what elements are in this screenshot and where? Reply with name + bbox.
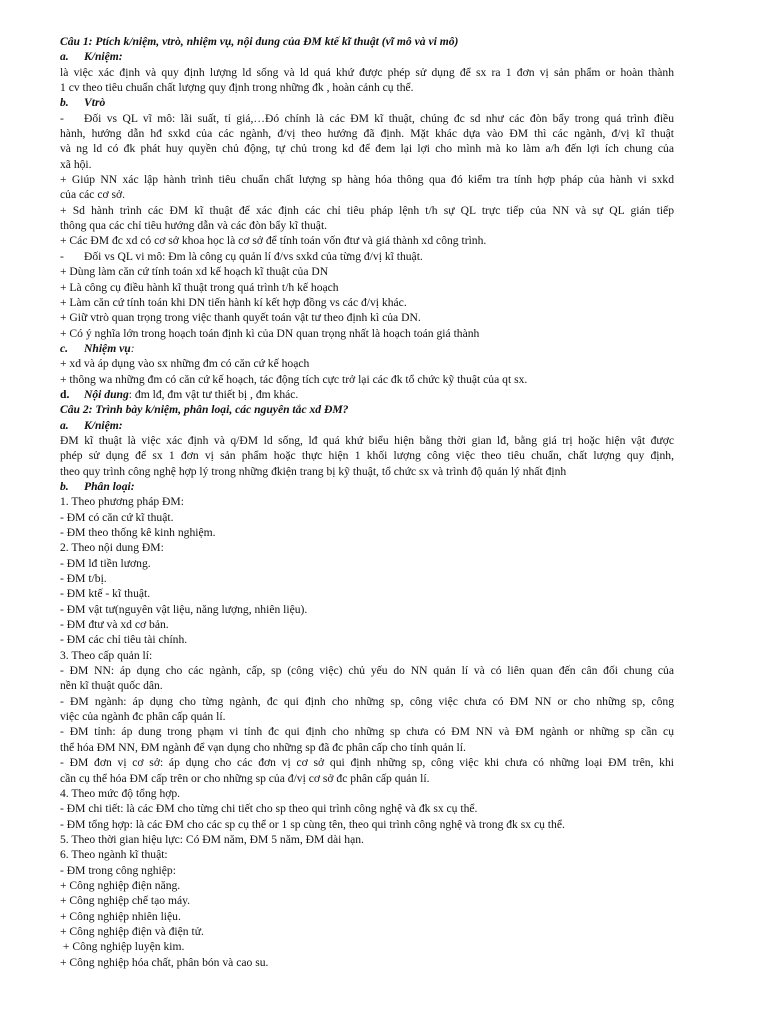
q2-level-line: - ĐM ngành: áp dụng cho từng ngành, đc qui định cho những sp, công việc chưa có ĐM NN or cho những sp, công (60, 694, 674, 708)
q2-list-line: 1. Theo phương pháp ĐM: (60, 495, 184, 509)
q1-micro-item: + Giữ vtrò quan trọng trong việc thanh quyết toán vật tư theo định kì của DN. (60, 311, 421, 325)
q2-level-line: - ĐM đơn vị cơ sở: áp dụng cho các đơn vị cơ sở qui định những sp, công việc khi chưa có những loại ĐM trên, khi (60, 756, 674, 770)
q1-task-item: + thông wa những đm có căn cứ kế hoạch, tác động tích cực trở lại các đk tổ chức kỹ thuật của qt sx. (60, 372, 528, 386)
q1-micro-item: + Dùng làm căn cứ tính toán xd kế hoạch kĩ thuật của DN (60, 265, 329, 279)
q2-list-line: - ĐM vật tư(nguyên vật liệu, năng lượng, nhiên liệu). (60, 602, 308, 616)
q2-list-line: 2. Theo nội dung ĐM: (60, 541, 164, 555)
q1-plus-line: + Sd hành trình các ĐM kĩ thuật để xác định các chỉ tiêu pháp lệnh t/h sự QL trực tiếp của NN và sự QL gián tiếp (60, 203, 674, 217)
q2-list-line: - ĐM có căn cứ kĩ thuật. (60, 510, 174, 524)
q1-plus-line: + Các ĐM đc xd có cơ sở khoa học là cơ sở để tính toán vốn đtư và giá thành xd công trình. (60, 234, 487, 248)
q2-list-line: - ĐM chi tiết: là các ĐM cho từng chi tiết cho sp theo qui trình công nghệ và đk sx cụ thể. (60, 802, 478, 816)
q2-list-line: + Công nghiệp hóa chất, phân bón và cao su. (60, 955, 269, 969)
q1-concept-line: là việc xác định và quy định lượng ld sống và ld quá khứ được phép sử dụng để sx ra 1 đơn vị sản phẩm or hoàn thành (60, 65, 674, 79)
q2-list-line: - ĐM các chỉ tiêu tài chính. (60, 633, 188, 647)
document-page (60, 34, 674, 970)
q2-level-line: nền kĩ thuật quốc dân. (60, 679, 163, 693)
q2-list-line: - ĐM ktế - kĩ thuật. (60, 587, 151, 601)
q2-list-line: 5. Theo thời gian hiệu lực: Có ĐM năm, ĐM 5 năm, ĐM dài hạn. (60, 832, 364, 846)
q2-concept-line: theo quy trình công nghệ hợp lý trong những đkiện trang bị kỹ thuật, tổ chức sx và trình độ quản lý nhất định (60, 464, 567, 478)
question-1-title: Câu 1: Ptích k/niệm, vtrò, nhiệm vụ, nội dung của ĐM ktế kĩ thuật (vĩ mô và vi mô) (60, 35, 459, 48)
q1-macro-line: - Đối vs QL vĩ mô: lãi suất, tỉ giá,…Đó chính là các ĐM kĩ thuật, chúng đc sd như các đòn bẩy trong quá trình điều (60, 111, 674, 125)
q1-plus-line: thông qua các chỉ tiêu hướng dẫn và các đòn bẩy kĩ thuật. (60, 219, 328, 233)
q2-list-line: + Công nghiệp nhiên liệu. (60, 909, 181, 923)
q2-list-line: 3. Theo cấp quản lí: (60, 648, 153, 662)
q1-section-a-heading: a. K/niệm: (60, 50, 123, 64)
q2-list-line: - ĐM đtư và xd cơ bản. (60, 618, 169, 632)
q1-micro-item: + Là công cụ điều hành kĩ thuật trong quá trình t/h kế hoạch (60, 280, 339, 294)
q1-task-item: + xd và áp dụng vào sx những đm có căn cứ kế hoạch (60, 357, 310, 371)
q1-section-d-line: d. Nội dung: đm lđ, đm vật tư thiết bị , đm khác. (60, 387, 299, 401)
q1-plus-line: của các cơ sở. (60, 188, 126, 202)
q1-micro-item: + Có ý nghĩa lớn trong hoạch toán định kì của DN quan trọng nhất là hoạch toán giá thành (60, 326, 480, 340)
q2-level-line: thể hóa ĐM NN, ĐM ngành để vạn dụng cho những sp đã đc phân cấp cho tỉnh quản lí. (60, 740, 466, 754)
q1-micro-line: - Đối vs QL vi mô: Đm là công cụ quản lí đ/vs sxkd của từng đ/vị kĩ thuật. (60, 249, 423, 263)
q1-macro-line: và ng ld có đk phát huy quyền chủ động, tự chủ trong kd để đem lại lợi cho mình mà ko làm a/h đến lợi ích chung của (60, 142, 674, 156)
q1-section-b-heading: b. Vtrò (60, 96, 106, 110)
q1-macro-line: hành, hướng dẫn hđ sxkd của các ngành, đ/vị theo hướng đã định. Mặt khác dựa vào ĐM thì các ngành, đ/vị kĩ thuật (60, 127, 674, 141)
q2-level-line: việc của ngành đc phân cấp quản lí. (60, 710, 226, 724)
q2-list-line: + Công nghiệp điện và điện tử. (60, 924, 204, 938)
q2-list-line: - ĐM tổng hợp: là các ĐM cho các sp cụ thể or 1 sp cùng tên, theo qui trình công nghệ và trong đk sx cụ thể. (60, 817, 565, 831)
q1-macro-line: xã hội. (60, 157, 92, 171)
q2-level-line: cần cụ thể hóa ĐM cấp trên or cho những sp của đ/vị cơ sở đc phân cấp quản lí. (60, 771, 430, 785)
q2-list-line: + Công nghiệp chế tạo máy. (60, 894, 191, 908)
q2-section-b-heading: b. Phân loại: (60, 479, 135, 493)
q2-list-line: - ĐM trong công nghiệp: (60, 863, 176, 877)
q2-section-a-heading: a. K/niệm: (60, 418, 123, 432)
q1-section-c-heading: c. Nhiệm vụ: (60, 341, 135, 355)
q2-list-line: - ĐM theo thống kê kinh nghiệm. (60, 526, 216, 539)
q2-concept-line: phép sử dụng để sx 1 đơn vị sản phẩm hoặc thực hiện 1 khối lượng công việc theo tiêu chuẩn, chất lượng quy định, (60, 449, 674, 463)
q2-list-line: 6. Theo ngành kĩ thuật: (60, 848, 168, 862)
q2-list-line: - ĐM t/bị. (60, 572, 107, 586)
q2-level-line: - ĐM tỉnh: áp dung trong phạm vi tỉnh đc qui định cho những sp chưa có ĐM NN và ĐM ngành or những sp cần cụ (60, 725, 674, 739)
question-2-title: Câu 2: Trình bày k/niệm, phân loại, các nguyên tắc xd ĐM? (60, 403, 349, 417)
q2-list-line: + Công nghiệp điện năng. (60, 878, 181, 892)
q2-list-line: + Công nghiệp luyện kim. (60, 940, 185, 954)
q1-concept-line: 1 cv theo tiêu chuẩn chất lượng quy định trong những đk , hoàn cảnh cụ thể. (60, 81, 414, 95)
q2-list-line: 4. Theo mức độ tổng hợp. (60, 786, 181, 800)
q2-concept-line: ĐM kĩ thuật là việc xác định và q/ĐM ld sống, lđ quá khứ biểu hiện bằng thời gian lđ, bằng giá trị hoặc hiện vật được (60, 433, 674, 447)
q1-micro-item: + Làm căn cứ tính toán khi DN tiến hành kí kết hợp đồng vs các đ/vị khác. (60, 295, 407, 309)
q2-list-line: - ĐM lđ tiền lương. (60, 556, 151, 570)
q2-level-line: - ĐM NN: áp dụng cho các ngành, cấp, sp (công việc) chủ yếu do NN quản lí và có liên quan đến cân đối chung của (60, 664, 674, 678)
q1-plus-line: + Giúp NN xác lập hành trình tiêu chuẩn chất lượng sp hàng hóa thông qua đó kiểm tra tính hợp pháp của hành vi sxkd (60, 173, 674, 187)
